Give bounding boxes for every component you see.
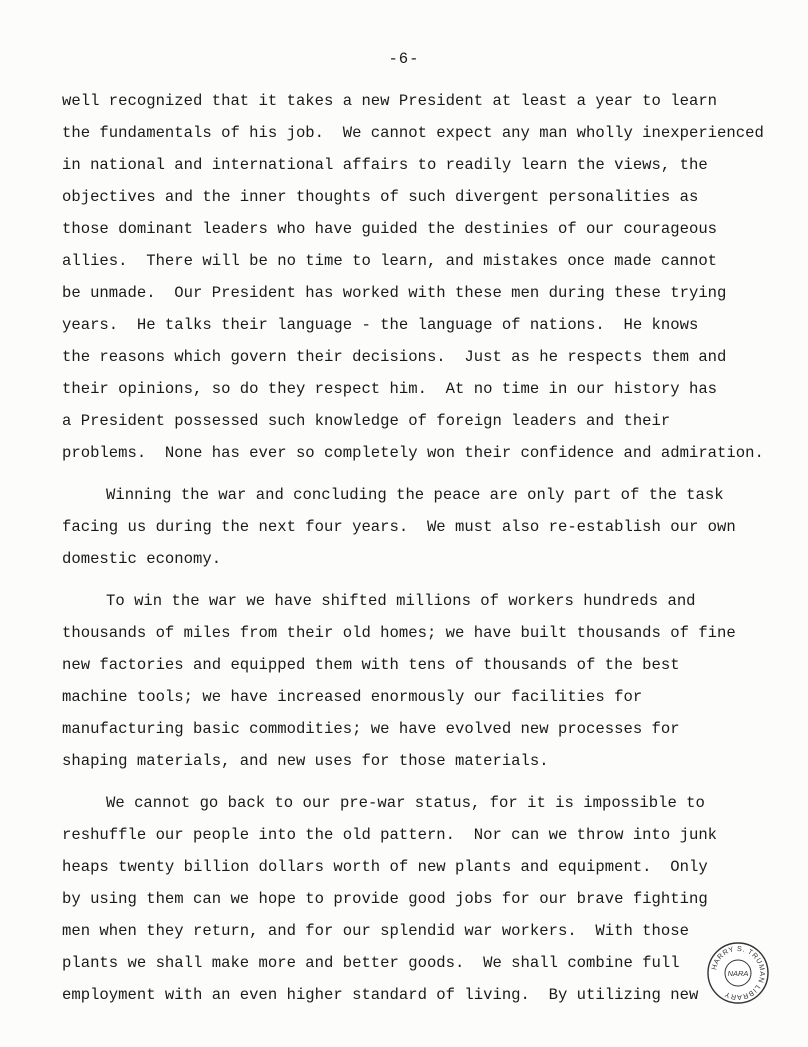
text-line: domestic economy. — [62, 550, 222, 568]
page-number: -6- — [388, 50, 420, 68]
text-line: heaps twenty billion dollars worth of new plants and equipment. Only — [62, 858, 708, 876]
paragraph-2 — [62, 482, 802, 578]
stamp-ring-text: HARRY S. TRUMAN LIBRARY — [709, 943, 768, 1003]
text-line: Winning the war and concluding the peace are only part of the task — [106, 486, 724, 504]
library-stamp-seal — [706, 941, 770, 1005]
text-line: manufacturing basic commodities; we have evolved new processes for — [62, 720, 680, 738]
text-line: allies. There will be no time to learn, and mistakes once made cannot — [62, 252, 718, 270]
paragraph-3 — [62, 588, 802, 780]
text-line: the reasons which govern their decisions. Just as he respects them and — [62, 348, 727, 366]
text-line: a President possessed such knowledge of foreign leaders and their — [62, 412, 671, 430]
text-line: be unmade. Our President has worked with these men during these trying — [62, 284, 727, 302]
text-line: objectives and the inner thoughts of such divergent personalities as — [62, 188, 699, 206]
text-line: shaping materials, and new uses for those materials. — [62, 752, 549, 770]
text-line: well recognized that it takes a new President at least a year to learn — [62, 92, 718, 110]
text-line: in national and international affairs to readily learn the views, the — [62, 156, 708, 174]
text-line: by using them can we hope to provide good jobs for our brave fighting — [62, 890, 708, 908]
text-line: new factories and equipped them with tens of thousands of the best — [62, 656, 680, 674]
stamp-center-text: NARA — [727, 969, 749, 978]
text-line: their opinions, so do they respect him. At no time in our history has — [62, 380, 718, 398]
text-line: years. He talks their language - the language of nations. He knows — [62, 316, 699, 334]
text-line: plants we shall make more and better goods. We shall combine full — [62, 954, 680, 972]
text-line: reshuffle our people into the old pattern. Nor can we throw into junk — [62, 826, 718, 844]
text-line: thousands of miles from their old homes; we have built thousands of fine — [62, 624, 736, 642]
document-body — [62, 88, 802, 1014]
text-line: machine tools; we have increased enormously our facilities for — [62, 688, 643, 706]
text-line: facing us during the next four years. We must also re-establish our own — [62, 518, 736, 536]
text-line: men when they return, and for our splendid war workers. With those — [62, 922, 689, 940]
text-line: problems. None has ever so completely won their confidence and admiration. — [62, 444, 764, 462]
text-line: To win the war we have shifted millions of workers hundreds and — [106, 592, 696, 610]
paragraph-4 — [62, 790, 802, 1014]
paragraph-1 — [62, 88, 802, 472]
text-line: employment with an even higher standard of living. By utilizing new — [62, 986, 699, 1004]
text-line: the fundamentals of his job. We cannot expect any man wholly inexperienced — [62, 124, 764, 142]
text-line: We cannot go back to our pre-war status, for it is impossible to — [106, 794, 705, 812]
text-line: those dominant leaders who have guided the destinies of our courageous — [62, 220, 718, 238]
